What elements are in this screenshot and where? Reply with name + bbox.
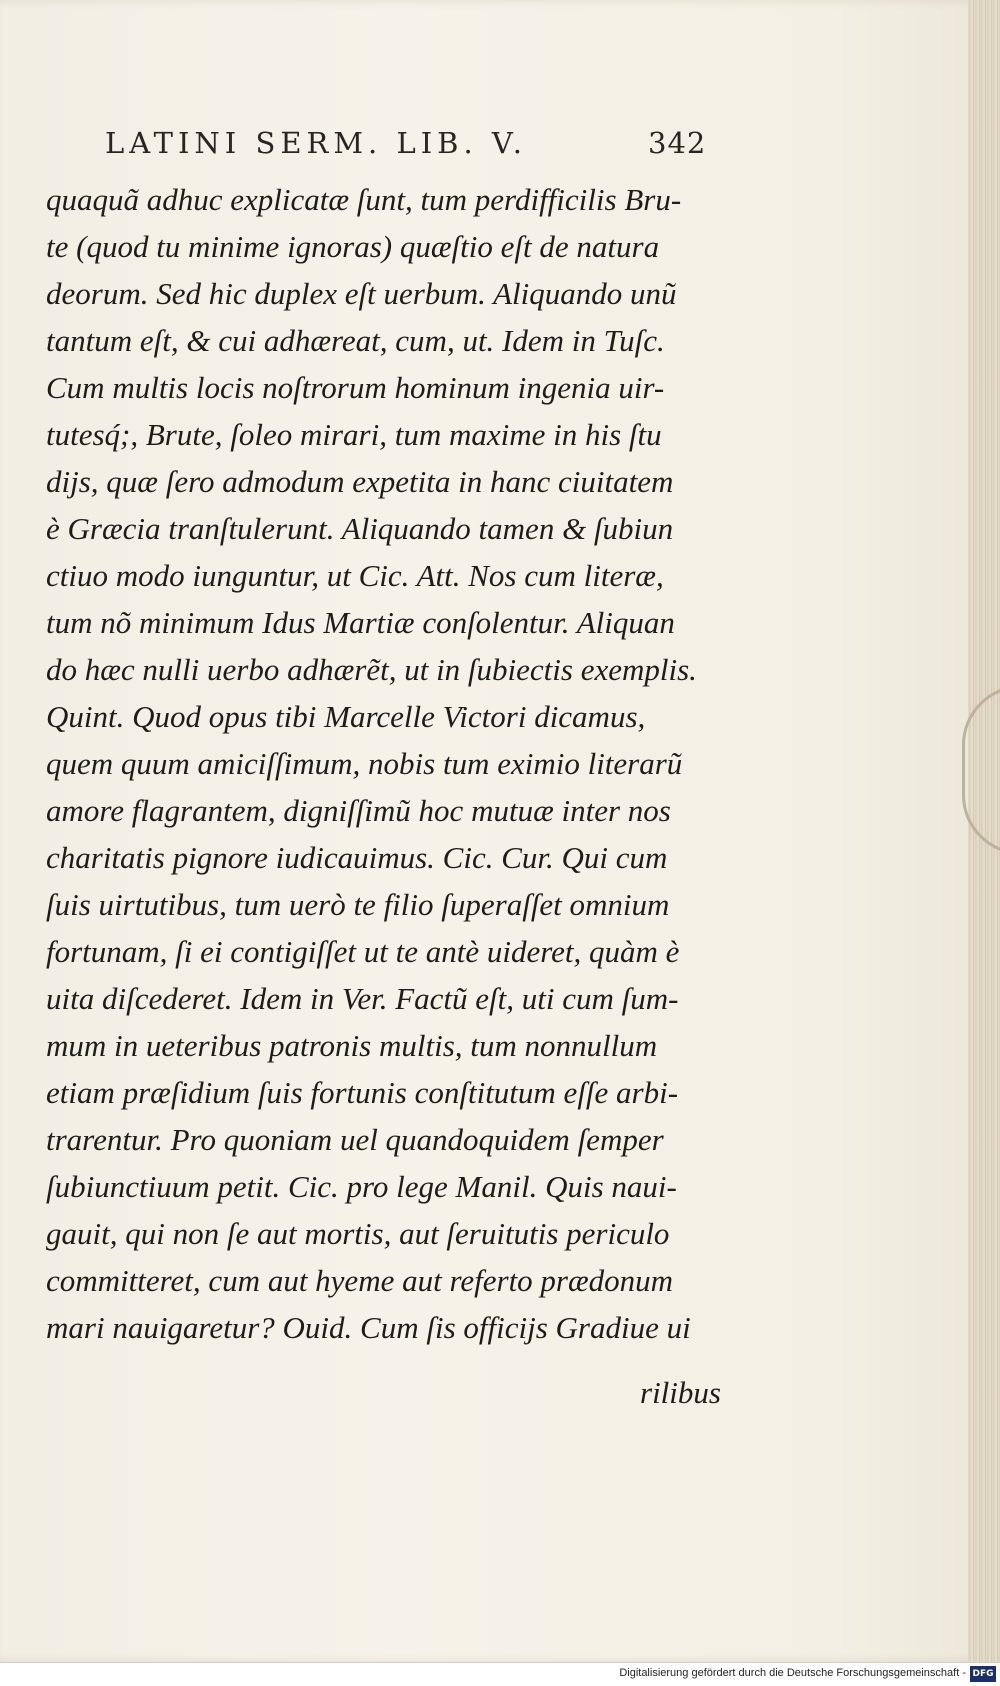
text-line: committeret, cum aut hyeme aut referto prædonum	[46, 1263, 674, 1298]
text-line: Cum multis locis noſtrorum hominum ingenia uir-	[46, 370, 665, 405]
text-line: mum in ueteribus patronis multis, tum nonnullum	[46, 1028, 658, 1063]
text-line: tum nõ minimum Idus Martiæ conſolentur. Aliquan	[46, 605, 675, 640]
page-number: 342	[648, 126, 707, 160]
text-line: uita diſcederet. Idem in Ver. Factũ eſt, uti cum ſum-	[46, 981, 679, 1016]
text-line: quem quum amiciſſimum, nobis tum eximio literarũ	[46, 746, 683, 781]
text-line: mari nauigaretur? Ouid. Cum ſis officijs Gradiue ui	[46, 1310, 691, 1345]
text-line: dijs, quæ ſero admodum expetita in hanc ciuitatem	[46, 464, 674, 499]
page-title: LATINI SERM. LIB. V.	[105, 126, 528, 160]
text-line: gauit, qui non ſe aut mortis, aut ſeruitutis periculo	[46, 1216, 670, 1251]
text-line: amore flagrantem, digniſſimũ hoc mutuæ inter nos	[46, 793, 671, 828]
text-line: tantum eſt, & cui adhæreat, cum, ut. Idem in Tuſc.	[46, 323, 665, 358]
text-line: charitatis pignore iudicauimus. Cic. Cur. Qui cum	[46, 840, 668, 875]
text-line: ctiuo modo iunguntur, ut Cic. Att. Nos cum literæ,	[46, 558, 664, 593]
text-line: deorum. Sed hic duplex eſt uerbum. Aliquando unũ	[46, 276, 677, 311]
text-line: ſuis uirtutibus, tum uerò te filio ſuperaſſet omnium	[46, 887, 670, 922]
text-line: Quint. Quod opus tibi Marcelle Victori dicamus,	[46, 699, 646, 734]
digitization-footer	[0, 1662, 1000, 1686]
text-line: etiam præſidium ſuis fortunis conſtitutum eſſe arbi-	[46, 1075, 679, 1110]
text-line: ſubiunctiuum petit. Cic. pro lege Manil. Quis naui-	[46, 1169, 677, 1204]
text-line: è Græcia tranſtulerunt. Aliquando tamen & ſubiun	[46, 511, 674, 546]
funding-credit: Digitalisierung gefördert durch die Deutsche Forschungsgemeinschaft -	[619, 1667, 966, 1679]
text-line: tutesq́;, Brute, ſoleo mirari, tum maxime in his ſtu	[46, 417, 662, 452]
text-line: fortunam, ſi ei contigiſſet ut te antè uideret, quàm è	[46, 934, 680, 969]
body-text	[46, 176, 736, 1406]
text-line: te (quod tu minime ignoras) quæſtio eſt de natura	[46, 229, 660, 264]
text-line: do hæc nulli uerbo adhærẽt, ut in ſubiectis exemplis.	[46, 652, 697, 687]
running-head	[105, 126, 725, 174]
dfg-logo: DFG	[970, 1666, 996, 1682]
text-line: quaquã adhuc explicatæ ſunt, tum perdifficilis Bru-	[46, 182, 682, 217]
catchword: rilibus	[640, 1375, 721, 1410]
text-line: trarentur. Pro quoniam uel quandoquidem ſemper	[46, 1122, 664, 1157]
